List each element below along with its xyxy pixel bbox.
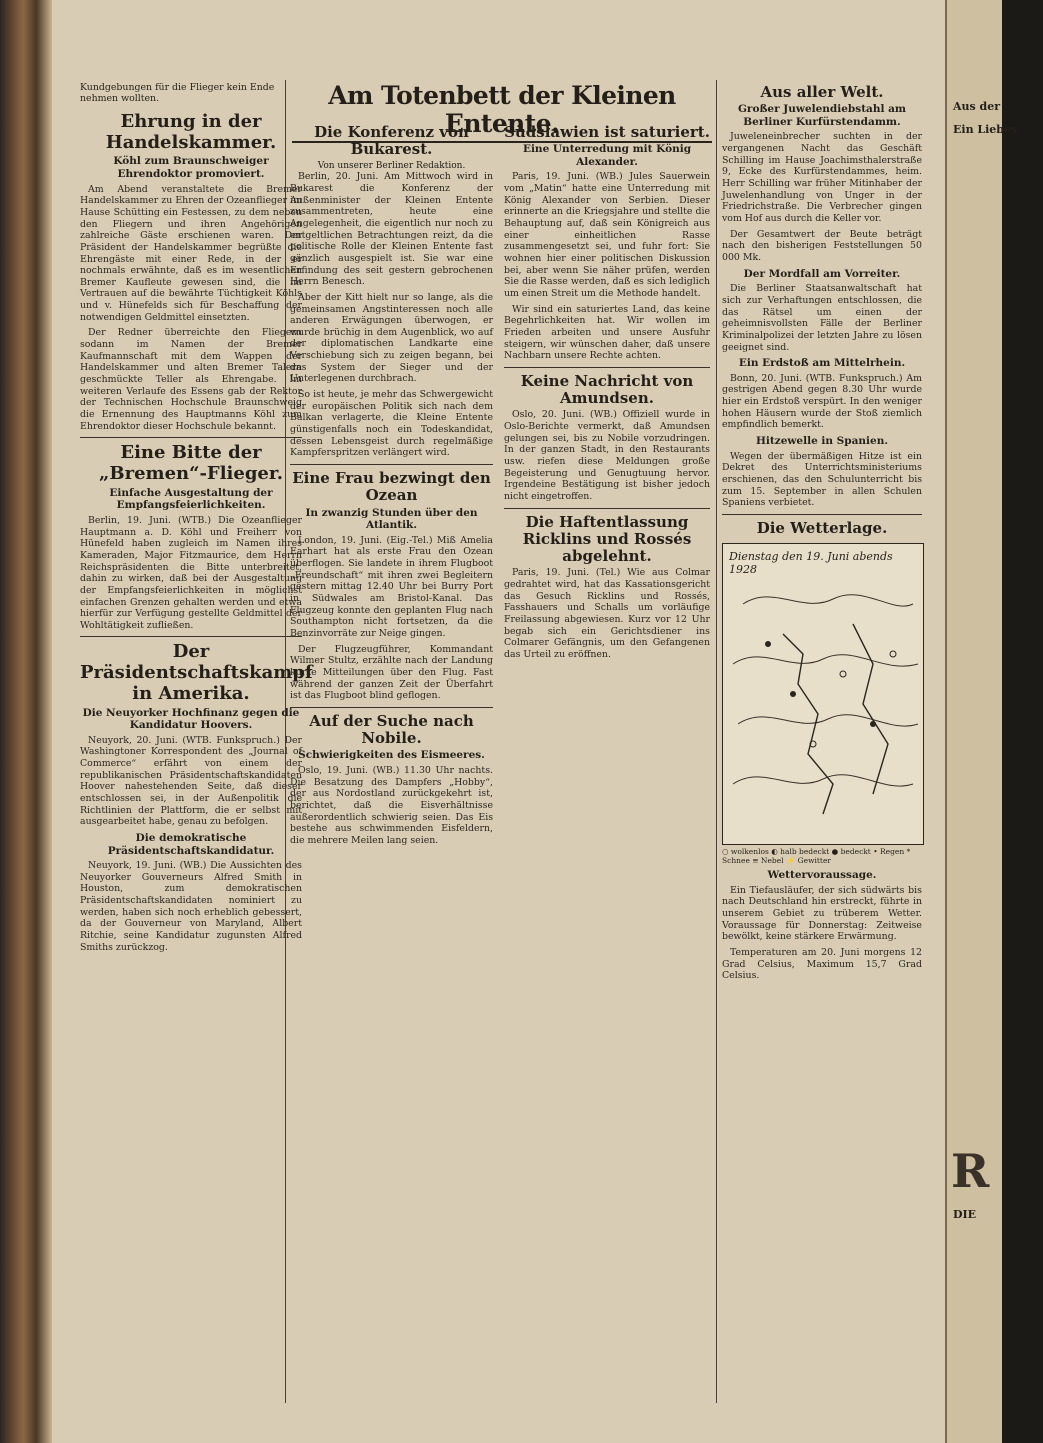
adjacent-page (945, 0, 1018, 1443)
adjacent-text-fragment (953, 136, 1013, 1136)
divider (80, 636, 302, 637)
weather-legend: ○ wolkenlos ◐ halb bedeckt ● bedeckt • Regen * Schnee ≡ Nebel ⚡ Gewitter (722, 847, 911, 866)
article-paragraph: Die Berliner Staatsanwaltschaft hat sich zur Verhaftungen entschlossen, die das Rätsel um einen der geheimnisvollsten Fälle der Berliner Kriminalpolizei der letzten Jahre zu lösen geeignet sind. (722, 283, 922, 353)
column-right (722, 80, 922, 986)
headline-suedslawien: Südslawien ist saturiert. (504, 123, 710, 141)
article-paragraph: Temperaturen am 20. Juni morgens 12 Grad Celsius, Maximum 15,7 Grad Celsius. (722, 947, 922, 982)
divider (722, 514, 922, 515)
subhead-hochfinanz: Die Neuyorker Hochfinanz gegen die Kandidatur Hoovers. (82, 706, 300, 732)
headline-wetterlage: Die Wetterlage. (756, 518, 888, 537)
top-note: Kundgebungen für die Flieger kein Ende nehmen wollten. (80, 82, 275, 105)
article-paragraph: Aber der Kitt hielt nur so lange, als die gemeinsamen Angstinteressen noch alle anderen Erwägungen überwogen, er wurde brüchig in dem Augenblick, wo auf der diplomatischen Landkarte eine Verschiebung sich zu zeigen begann, bei das System der Sieger und der Unterlegenen durchbrach. (290, 291, 493, 385)
subhead-atlantik: In zwanzig Stunden über den Atlantik. (305, 506, 478, 532)
column-left (80, 108, 313, 957)
article-paragraph: Ein Tiefausläufer, der sich südwärts bis nach Deutschland hin erstreckt, führte in unserem Gebiet zu trüberem Wetter. Voraussage für Donnerstag: Zeitweise bewölkt, keine stärkere Erwärmung. (722, 884, 922, 943)
divider (504, 508, 710, 509)
article-paragraph: London, 19. Juni. (Eig.-Tel.) Miß Amelia Earhart hat als erste Frau den Ozean überflogen. Sie landete in ihrem Flugboot „Freundschaft“ mit ihren zwei Begleitern gestern mittag 12.40 Uhr bei Burry Port in Südwales am Bristol-Kanal. Das Flugzeug konnte den geplanten Flug nach Southampton nicht fortsetzen, da die Benzinvorräte zur Neige gingen. (290, 534, 493, 639)
adjacent-headline: Ein Liebes (953, 123, 1018, 136)
adjacent-big-letter: R (951, 1144, 990, 1198)
column-rule (716, 80, 717, 1403)
headline-ricklin: Die Haftentlassung Ricklins und Rossés abgelehnt. (522, 512, 692, 566)
headline-amundsen: Keine Nachricht von Amundsen. (520, 371, 694, 408)
article-paragraph: Wegen der übermäßigen Hitze ist ein Dekret des Unterrichtsministeriums erschienen, das den Schulunterricht bis zum 15. September in allen Schulen Spaniens verbietet. (722, 450, 922, 509)
weather-map-caption: Dienstag den 19. Juni abends 1928 (729, 550, 893, 577)
headline-bukarest: Die Konferenz von Bukarest. (314, 123, 469, 159)
article-paragraph: Der Gesamtwert der Beute beträgt nach den bisherigen Feststellungen 50 000 Mk. (722, 228, 922, 263)
article-paragraph: So ist heute, je mehr das Schwergewicht der europäischen Politik sich nach dem Balkan verlagerte, die Kleine Entente günstigenfalls noch ein Todeskandidat, dessen Lebensgeist durch regelmäßige Kampferspritzen verlängert wird. (290, 389, 493, 459)
subhead-empfang: Einfache Ausgestaltung der Empfangsfeierlichkeiten. (109, 486, 273, 512)
article-paragraph: Der Redner überreichte den Fliegern sodann im Namen der Bremer Kaufmannschaft mit dem Wappen der Handelskammer und alten Bremer Talern geschmückte Teller als Ehrengabe. Im weiteren Verlaufe des Essens gab der Rektor der Technischen Hochschule Braunschweig die Ernennung des Hauptmanns Köhl zum Ehrendoktor dieser Hochschule bekannt. (80, 327, 302, 432)
article-paragraph: Oslo, 19. Juni. (WB.) 11.30 Uhr nachts. Die Besatzung des Dampfers „Hobby“, der aus Nordostland zurückgekehrt ist, berichtet, daß die Eisverhältnisse außerordentlich schwierig seien. Das Eis bestehe aus schwimmenden Eisfeldern, die mehrere Meilen lang seien. (290, 765, 493, 846)
headline-handelskammer: Ehrung in der Handelskammer. (105, 111, 277, 153)
subhead-eismeer: Schwierigkeiten des Eismeeres. (298, 749, 485, 762)
divider (290, 464, 493, 465)
weather-map-graphic (723, 544, 923, 844)
article-paragraph: Der Flugzeugführer, Kommandant Wilmer Stultz, erzählte nach der Landung kurze Mitteilungen über den Flug. Fast während der ganzen Zeit der Überfahrt ist das Flugboot blind geflogen. (290, 643, 493, 702)
article-paragraph: Paris, 19. Juni. (Tel.) Wie aus Colmar gedrahtet wird, hat das Kassationsgericht das Gesuch Ricklins und Rossés, Fasshauers und Schalls um vorläufige Freilassung abgewiesen. Kurz vor 12 Uhr begab sich ein Gerichtsdiener ins Colmarer Gefängnis, um den Gefangenen das Urteil zu eröffnen. (504, 567, 710, 661)
weather-map (722, 543, 924, 845)
subhead-juwelendiebstahl: Großer Juwelendiebstahl am Berliner Kurfürstendamm. (737, 103, 907, 128)
article-paragraph: Oslo, 20. Juni. (WB.) Offiziell wurde in Oslo-Berichte vermerkt, daß Amundsen gelungen sei, bis zu Nobile vorzudringen. In der ganzen Stadt, in den Restaurants usw. riefen diese Meldungen große Begeisterung und Genugtuung hervor. Irgendeine Bestätigung ist bisher jedoch nicht eingetroffen. (504, 409, 710, 503)
column-center-left (290, 120, 493, 851)
adjacent-footer-word: DIE (953, 1208, 977, 1221)
headline-frau-ozean: Eine Frau bezwingt den Ozean (292, 469, 491, 505)
subhead-mordfall: Der Mordfall am Vorreiter. (743, 267, 901, 280)
subhead-demokratische: Die demokratische Präsidentschaftskandidatur. (107, 831, 275, 857)
divider (504, 367, 710, 368)
article-paragraph: Juweleneinbrecher suchten in der vergangenen Nacht das Geschäft Schilling im Hause Joachimsthalerstraße 9, Ecke des Kurfürstendammes, heim. Herr Schilling war früher Mitinhaber der Juwelenhandlung von Unger in der Friedrichstraße. Die Verbrecher gingen vom Hof aus durch die Keller vor. (722, 131, 922, 225)
book-binding (0, 0, 52, 1443)
subhead-ehrendoktor: Köhl zum Braunschweiger Ehrendoktor promoviert. (113, 155, 269, 180)
subhead-wettervoraussage: Wettervoraussage. (767, 869, 877, 882)
subhead-hitzewelle: Hitzewelle in Spanien. (755, 435, 889, 448)
article-paragraph: Wir sind ein saturiertes Land, das keine Begehrlichkeiten hat. Wir wollen im Frieden arbeiten und unsere Ausfuhr steigern, wir wünschen daher, daß unsere Nachbarn unsere Rechte achten. (504, 303, 710, 362)
article-paragraph: Berlin, 20. Juni. Am Mittwoch wird in Bukarest die Konferenz der Außenminister der Kleinen Entente zusammentreten, heute eine Angelegenheit, die eigentlich nur noch zu entgeltlichen Betrachtungen reizt, da die politische Rolle der Kleinen Entente fast gänzlich ausgespielt ist. Sie war eine Erfindung des seit gestern gebrochenen Herrn Benesch. (290, 171, 493, 288)
headline-praesidentschaft: Der Präsidentschaftskampf in Amerika. (80, 641, 313, 704)
subhead-koenig: Eine Unterredung mit König Alexander. (522, 143, 692, 168)
article-paragraph: Neuyork, 19. Juni. (WB.) Die Aussichten des Neuyorker Gouverneurs Alfred Smith in Houston, zum demokratischen Präsidentschaftskandidaten nominiert zu werden, haben sich noch erheblich gebessert, da der Gouverneur von Maryland, Albert Ritchie, seine Kandidatur zugunsten Alfred Smiths zurückzog. (80, 860, 302, 953)
headline-aus-aller-welt: Aus aller Welt. (760, 83, 884, 101)
article-paragraph: Am Abend veranstaltete die Bremer Handelskammer zu Ehren der Ozeanflieger im Hause Schütting ein Festessen, zu dem neben den Fliegern und ihren Angehörigen zahlreiche Gäste erschienen waren. Der Präsident der Handelskammer begrüßte die Ehrengäste mit einer Rede, in der er nochmals erwähnte, daß es im wesentlichen Bremer Kaufleute gewesen sind, die im Vertrauen auf die bewährte Tüchtigkeit Köhls und v. Hünefelds sich für Beschaffung der notwendigen Geldmittel einsetzten. (80, 183, 302, 323)
column-center-right (504, 120, 710, 665)
headline-nobile: Auf der Suche nach Nobile. (309, 711, 474, 748)
article-paragraph: Paris, 19. Juni. (WB.) Jules Sauerwein vom „Matin“ hatte eine Unterredung mit König Alexander von Serbien. Dieser erinnerte an die Kriegsjahre und stellte die Behauptung auf, daß sein Königreich aus einer einheitlichen Rasse zusammengesetzt sei, und fuhr fort: Sie wohnen hier einer politischen Diskussion bei, aber wenn Sie näher prüfen, werden Sie die Rasse werden, daß es sich lediglich um einen Streit um die Methode handelt. (504, 171, 710, 299)
divider (290, 707, 493, 708)
adjacent-headline: Aus der (953, 100, 1001, 113)
headline-bremen-flieger: Eine Bitte der „Bremen“-Flieger. (99, 442, 283, 485)
article-paragraph: Neuyork, 20. Juni. (WTB. Funkspruch.) Der Washingtoner Korrespondent des „Journal of Commerce“ erfährt von einem der republikanischen Präsidentschaftskandidaten Hoover nahestehenden Seite, daß dieser entschlossen sei, in der Außenpolitik die Richtlinien der Plattform, die er selbst mit ausgearbeitet habe, genau zu befolgen. (80, 734, 302, 828)
subhead-redaktion: Von unserer Berliner Redaktion. (317, 160, 466, 171)
article-paragraph: Bonn, 20. Juni. (WTB. Funkspruch.) Am gestrigen Abend gegen 8.30 Uhr wurde hier ein Erdstoß verspürt. In den weniger hohen Häusern wurde der Stoß ziemlich empfindlich bemerkt. (722, 372, 922, 431)
article-paragraph: Berlin, 19. Juni. (WTB.) Die Ozeanflieger Hauptmann a. D. Köhl und Freiherr von Hünefeld haben zugleich im Namen ihres Kameraden, Major Fitzmaurice, dem Herrn Reichspräsidenten die Bitte unterbreitet, dahin zu wirken, daß bei der Ausgestaltung der Empfangsfeierlichkeiten in möglichst einfachen Grenzen gehalten werden und etwa hierfür zur Verfügung gestellte Geldmittel der Wohltätigkeit zufließen. (80, 514, 302, 631)
divider (80, 437, 302, 438)
subhead-erdstoss: Ein Erdstoß am Mittelrhein. (738, 357, 906, 370)
banner-headline: Am Totenbett der Kleinen Entente. (292, 82, 712, 143)
newspaper-page (52, 0, 945, 1443)
